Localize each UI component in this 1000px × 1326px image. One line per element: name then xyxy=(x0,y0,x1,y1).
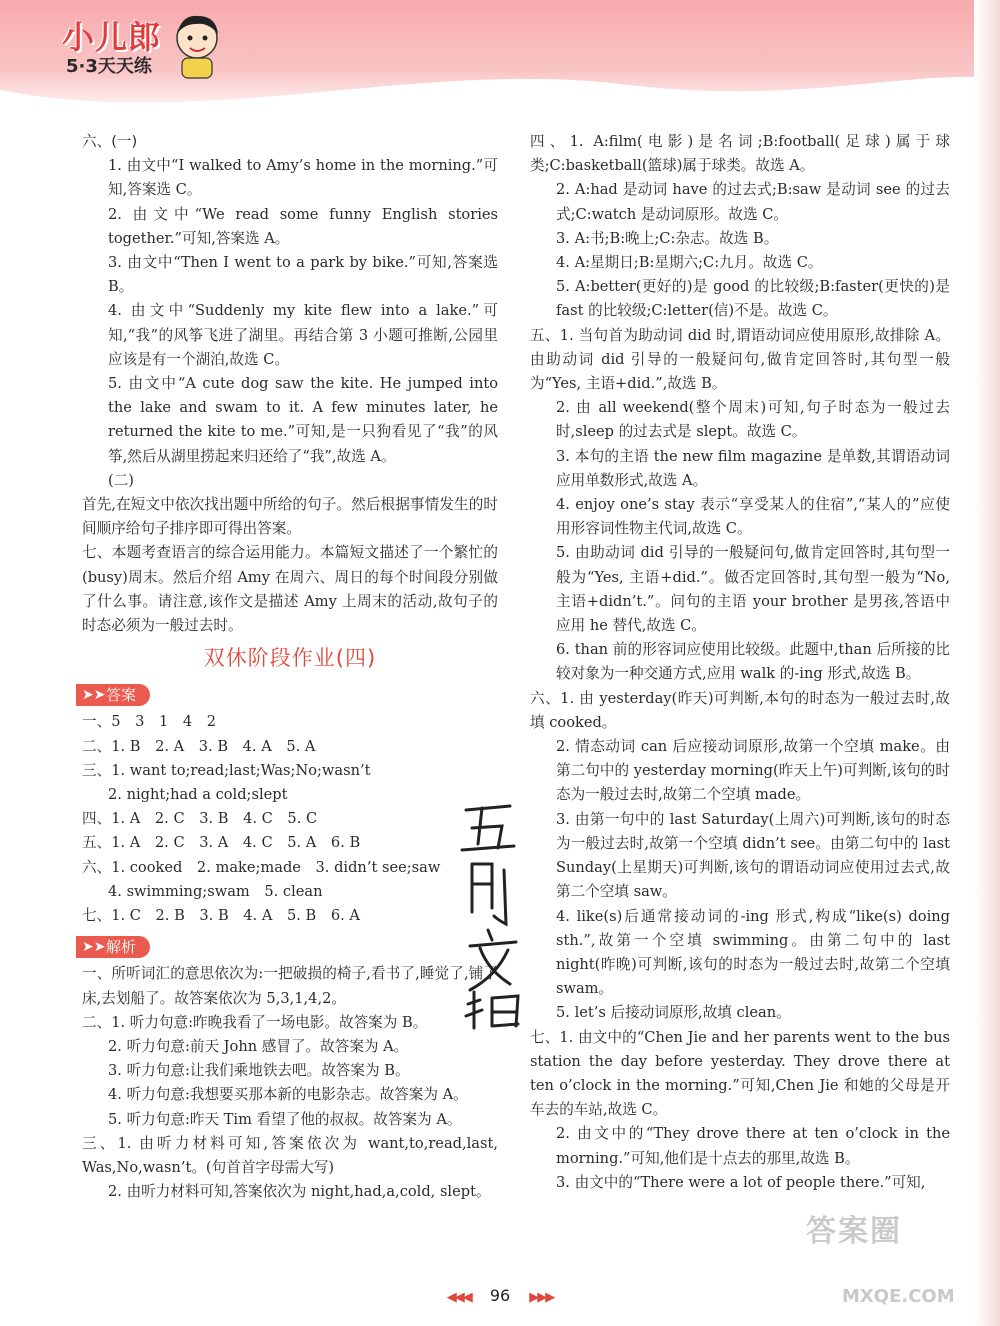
s5-item: 6. than 前的形容词应使用比较级。此题中,than 后所接的比较对象为一种交通方式,应用 walk 的-ing 形式,故选 B。 xyxy=(556,641,950,683)
s6-item: 1. 由文中“I walked to Amy’s home in the morning.”可知,答案选 C。 xyxy=(108,157,498,199)
brand-subtitle: 5·3天天练 xyxy=(66,56,152,77)
answer-row: 七、1. C 2. B 3. B 4. A 5. B 6. A xyxy=(82,907,360,925)
answers-tag: ➤➤ 答案 xyxy=(76,684,150,706)
s5-item: 4. enjoy one’s stay 表示“享受某人的住宿”,“某人的”应使用形容词性物主代词,故选 C。 xyxy=(556,496,950,538)
s5-item: 2. 由 all weekend(整个周末)可知,句子时态为一般过去时,sleep 的过去式是 slept。故选 C。 xyxy=(556,399,950,441)
double-arrow-icon: ➤➤ xyxy=(82,939,106,956)
answer-row: 四、1. A 2. C 3. B 4. C 5. C xyxy=(82,810,318,828)
s4-item: 4. A:星期日;B:星期六;C:九月。故选 C。 xyxy=(556,254,823,272)
s7-item: 2. 由文中的“They drove there at ten o’clock in the morning.”可知,他们是十点去的那里,故选 B。 xyxy=(556,1125,950,1167)
analysis-tag: ➤➤ 解析 xyxy=(76,936,150,958)
s6-item: 5. let’s 后接动词原形,故填 clean。 xyxy=(556,1004,791,1022)
page-number: 96 xyxy=(489,1286,511,1305)
answer-row: 一、5 3 1 4 2 xyxy=(82,713,216,731)
s5-item: 五、1. 当句首为助动词 did 时,谓语动词应使用原形,故排除 A。由助动词 did 引导的一般疑问句,做肯定回答时,其句型一般为“Yes, 主语+did.”,故选 B。 xyxy=(530,326,950,393)
watermark xyxy=(806,1206,955,1307)
answer-row: 六、1. cooked 2. make;made 3. didn’t see;saw xyxy=(82,858,441,876)
s7-item: 七、1. 由文中的“Chen Jie and her parents went to the bus station the day before yesterday. They drove there at ten o’clock in the morning.”可知,Chen Jie 和她的父母是开车去的车站,故选 C。 xyxy=(530,1028,950,1119)
answer-row: 2. night;had a cold;slept xyxy=(108,786,288,804)
s7-item: 3. 由文中的“There were a lot of people there.”可知, xyxy=(556,1173,926,1191)
s6-item: 3. 由文中“Then I went to a park by bike.”可知,答案选 B。 xyxy=(108,254,498,296)
section-title: 双休阶段作业(四) xyxy=(203,646,377,671)
analysis-item: 4. 听力句意:我想要买那本新的电影杂志。故答案为 A。 xyxy=(108,1086,468,1104)
s6-part2-label: (二) xyxy=(108,471,134,489)
analysis-item: 二、1. 听力句意:昨晚我看了一场电影。故答案为 B。 xyxy=(82,1013,428,1031)
left-column xyxy=(82,130,498,1204)
next-arrows-icon: ▶▶▶ xyxy=(529,1290,554,1305)
analysis-item: 3. 听力句意:让我们乘地铁去吧。故答案为 B。 xyxy=(108,1062,410,1080)
s6-item: 4. like(s)后通常接动词的-ing 形式,构成“like(s) doing sth.”,故第一个空填 swimming。由第二句中的 last night(昨晚)可判断,该句的时态为一般过去时,故第二个空填 swam。 xyxy=(556,907,950,998)
watermark-sub: MXQE.COM xyxy=(842,1286,955,1307)
s6-item: 3. 由第一句中的 last Saturday(上周六)可判断,该句的时态为一般过去时,故第一个空填 didn’t see。由第二句中的 last Sunday(上星期天)可判断,该句的谓语动词应使用过去式,故第二个空填 saw。 xyxy=(556,810,950,901)
prev-arrows-icon: ◀◀◀ xyxy=(446,1290,471,1305)
analysis-item: 三、1. 由听力材料可知,答案依次为 want,to,read,last, Was,No,wasn’t。(句首首字母需大写) xyxy=(82,1134,498,1176)
page-edge-band xyxy=(974,0,1000,1326)
s6-item: 2. 由文中“We read some funny English stories together.”可知,答案选 A。 xyxy=(108,205,498,247)
answer-row: 五、1. A 2. C 3. A 4. C 5. A 6. B xyxy=(82,834,361,852)
mascot-icon xyxy=(168,10,226,80)
page-header xyxy=(0,0,1000,118)
answer-row: 三、1. want to;read;last;Was;No;wasn’t xyxy=(82,761,371,779)
s6-item: 4. 由文中“Suddenly my kite flew into a lake.”可知,“我”的风筝飞进了湖里。再结合第 3 小题可推断,公园里应该是有一个湖泊,故选 C。 xyxy=(108,302,498,368)
double-arrow-icon: ➤➤ xyxy=(82,687,106,704)
s5-item: 5. 由助动词 did 引导的一般疑问句,做肯定回答时,其句型一般为“Yes, 主语+did.”。做否定回答时,其句型一般为“No, 主语+didn’t.”。问句的主语 your brother 是男孩,答语中应用 he 替代,故选 C。 xyxy=(556,544,950,635)
s6-item: 2. 情态动词 can 后应接动词原形,故第一个空填 make。由第二句中的 yesterday morning(昨天上午)可判断,该句的时态为一般过去时,故第二个空填 made。 xyxy=(556,738,950,804)
s6-item: 六、1. 由 yesterday(昨天)可判断,本句的时态为一般过去时,故填 cooked。 xyxy=(530,689,950,731)
brand-logo: 小儿郎 xyxy=(62,18,162,56)
s6-item: 5. 由文中“A cute dog saw the kite. He jumped into the lake and swam to it. A few minutes later, he returned the kite to me.”可知,是一只狗看见了“我”的风筝,然后从湖里捞起来归还给了“我”,故选 A。 xyxy=(108,375,498,465)
analysis-item: 2. 由听力材料可知,答案依次为 night,had,a,cold, slept。 xyxy=(108,1183,491,1201)
right-column xyxy=(530,130,950,1195)
s4-item: 四、1. A:film(电影)是名词;B:football(足球)属于球类;C:basketball(篮球)属于球类。故选 A。 xyxy=(530,133,950,175)
answer-row: 4. swimming;swam 5. clean xyxy=(108,882,323,900)
analysis-item: 5. 听力句意:昨天 Tim 看望了他的叔叔。故答案为 A。 xyxy=(108,1110,462,1128)
answer-row: 二、1. B 2. A 3. B 4. A 5. A xyxy=(82,737,316,755)
s4-item: 2. A:had 是动词 have 的过去式;B:saw 是动词 see 的过去式;C:watch 是动词原形。故选 C。 xyxy=(556,181,950,223)
s7-text: 七、本题考查语言的综合运用能力。本篇短文描述了一个繁忙的(busy)周末。然后介绍 Amy 在周六、周日的每个时间段分别做了什么事。请注意,该作文是描述 Amy 上周末的活动,故句子的时态必须为一般过去时。 xyxy=(82,544,498,635)
s4-item: 3. A:书;B:晚上;C:杂志。故选 B。 xyxy=(556,229,779,247)
s6-part2-text: 首先,在短文中依次找出题中所给的句子。然后根据事情发生的时间顺序给句子排序即可得出答案。 xyxy=(82,496,498,538)
analysis-item: 一、所听词汇的意思依次为:一把破损的椅子,看书了,睡觉了,铺了床,去划船了。故答案依次为 5,3,1,4,2。 xyxy=(82,965,498,1007)
s4-item: 5. A:better(更好的)是 good 的比较级;B:faster(更快的)是 fast 的比较级;C:letter(信)不是。故选 C。 xyxy=(556,278,950,320)
handwriting-mark xyxy=(458,800,548,1030)
watermark-main: 答案圈 xyxy=(806,1214,902,1249)
section-6-label: 六、(一) xyxy=(82,133,138,150)
analysis-item: 2. 听力句意:前天 John 感冒了。故答案为 A。 xyxy=(108,1037,409,1055)
s5-item: 3. 本句的主语 the new film magazine 是单数,其谓语动词应用单数形式,故选 A。 xyxy=(556,447,950,489)
